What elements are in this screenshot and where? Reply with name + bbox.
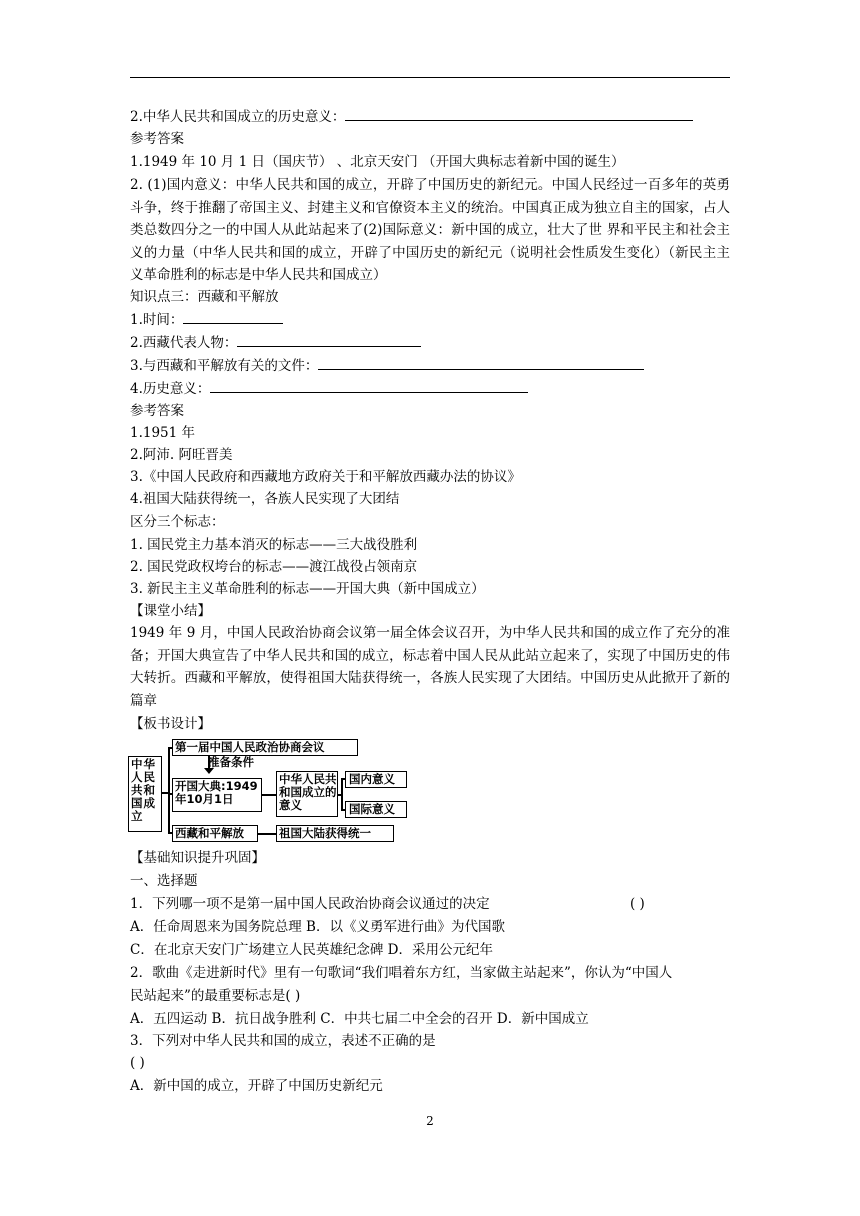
question-options: A．新中国的成立，开辟了中国历史新纪元 [130, 1078, 383, 1094]
section-heading: 一、选择题 [130, 873, 198, 889]
answer-blank[interactable] [237, 332, 421, 347]
section-heading: 【基础知识提升巩固】 [130, 850, 265, 866]
board-significance-box: 中华人民共和国成立的意义 [276, 771, 338, 817]
question-options: C．在北京天安门广场建立人民英雄纪念碑 D．采用公元纪年 [130, 942, 493, 958]
question-stem: 1．下列哪一项不是第一届中国人民政治协商会议通过的决定 [130, 896, 490, 912]
board-root-box: 中华人民共和国成立 [128, 756, 162, 832]
board-cppcc-box: 第一届中国人民政治协商会议 [172, 739, 358, 756]
answer-blank[interactable] [183, 309, 283, 324]
question-stem: 3．下列对中华人民共和国的成立，表述不正确的是 [130, 1033, 436, 1049]
question-options: A．五四运动 B．抗日战争胜利 C．中共七届二中全会的召开 D．新中国成立 [130, 1011, 589, 1027]
fill-in-question: 4.历史意义： [130, 378, 730, 400]
answer-blank[interactable] [210, 378, 528, 393]
section-heading: 【板书设计】 [130, 716, 211, 732]
page-number: 2 [426, 1114, 434, 1128]
answer-blank[interactable] [318, 355, 644, 370]
board-domestic-box: 国内意义 [345, 771, 407, 788]
question-options: A．任命周恩来为国务院总理 B．以《义勇军进行曲》为代国歌 [130, 919, 505, 935]
answer-paren[interactable]: ( ) [130, 1055, 145, 1071]
summary-paragraph: 1949 年 9 月，中国人民政治协商会议第一届全体会议召开，为中华人民共和国的成立作了充分的准备；开国大典宣告了中华人民共和国的成立，标志着中国人民从此站立起来了，实现了中国历史的伟大转折。西藏和平解放，使得祖国大陆获得统一，各族人民实现了大团结。中国历史从此掀开了新的篇章 [130, 625, 730, 709]
significance-question: 2.中华人民共和国成立的历史意义： [130, 106, 730, 128]
answer-line: 4.祖国大陆获得统一，各族人民实现了大团结 [130, 491, 400, 507]
question-stem: 民站起来”的最重要标志是( ) [130, 988, 301, 1004]
fill-in-question: 2.西藏代表人物： [130, 332, 730, 354]
board-unification-box: 祖国大陆获得统一 [276, 825, 394, 842]
section-heading: 区分三个标志： [130, 514, 225, 530]
answer-paragraph: 2. (1)国内意义：中华人民共和国的成立，开辟了中国历史的新纪元。中国人民经过一百多年的英勇斗争，终于推翻了帝国主义、封建主义和官僚资本主义的统治。中国真正成为独立自主的国家，占人类总数四分之一的中国人从此站起来了(2)国际意义：新中国的成立，壮大了世 界和平民主和社会主义的力量（中华人民共和国的成立，开辟了中国历史的新纪元（说明社会性质发生变化）（新民主主义革命胜利的标志是中华人民共和国成立） [130, 177, 730, 283]
answer-blank[interactable] [345, 106, 693, 121]
header-rule [130, 77, 730, 78]
answer-heading: 参考答案 [130, 131, 184, 147]
board-diagram [128, 738, 408, 840]
answer-paren[interactable]: ( ) [630, 896, 645, 912]
list-item: 1. 国民党主力基本消灭的标志——三大战役胜利 [130, 537, 418, 553]
answer-heading: 参考答案 [130, 403, 184, 419]
fill-in-question: 1.时间： [130, 309, 730, 331]
section-heading: 【课堂小结】 [130, 603, 211, 619]
question-stem: 2．歌曲《走进新时代》里有一句歌词“我们唱着东方红，当家做主站起来”，你认为“中国人 [130, 965, 673, 981]
answer-line: 2.阿沛. 阿旺晋美 [130, 447, 233, 463]
answer-line: 1.1949 年 10 月 1 日（国庆节） 、北京天安门 （开国大典标志着新中国的诞生） [130, 154, 625, 170]
board-ceremony-box: 开国大典:1949年10月1日 [172, 778, 262, 812]
answer-line: 1.1951 年 [130, 425, 196, 441]
board-prep-label: 准备条件 [208, 755, 254, 769]
answer-line: 3.《中国人民政府和西藏地方政府关于和平解放西藏办法的协议》 [130, 469, 521, 485]
list-item: 2. 国民党政权垮台的标志——渡江战役占领南京 [130, 559, 418, 575]
board-tibet-box: 西藏和平解放 [172, 825, 258, 842]
fill-in-question: 3.与西藏和平解放有关的文件： [130, 355, 730, 377]
board-international-box: 国际意义 [345, 801, 407, 818]
section-heading: 知识点三：西藏和平解放 [130, 289, 279, 305]
list-item: 3. 新民主主义革命胜利的标志——开国大典（新中国成立） [130, 581, 485, 597]
